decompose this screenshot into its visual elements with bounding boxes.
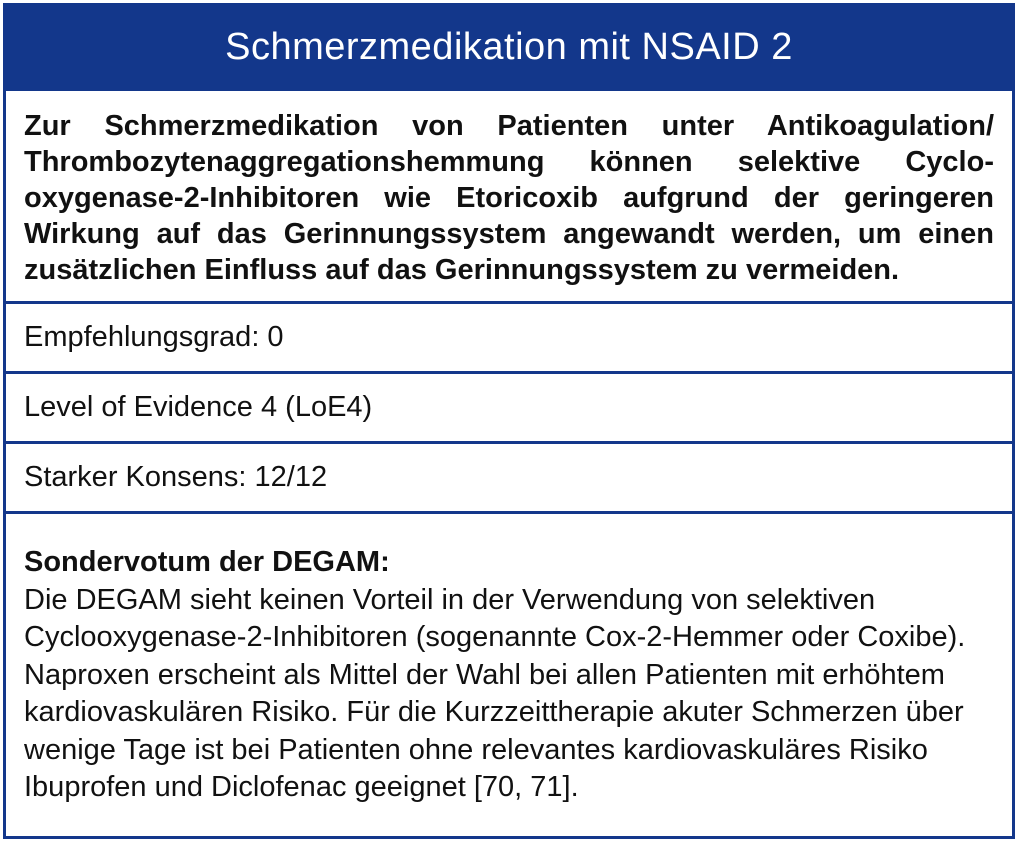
recommendation-box bbox=[3, 3, 1015, 839]
consensus-value: Starker Konsens: 12/12 bbox=[24, 461, 328, 493]
evidence-level: Level of Evidence 4 (LoE4) bbox=[24, 391, 373, 423]
evidence-row bbox=[6, 371, 1012, 441]
recommendation-text: Zur Schmerzmedikation von Patienten unter Antikoagulation/ Thrombozytenaggregationshemmung können selektive Cyclooxygenase-2-Inhibitoren wie Etoricoxib aufgrund der geringeren Wirkung auf das Gerinnungssystem angewandt werden, um einen zusätzlichen Einfluss auf das Gerinnungssystem zu vermeiden. bbox=[24, 110, 994, 286]
special-vote-title: Sondervotum der DEGAM: bbox=[24, 546, 390, 578]
box-header bbox=[6, 6, 1012, 91]
special-vote-section bbox=[6, 511, 1012, 807]
box-title: Schmerzmedikation mit NSAID 2 bbox=[225, 25, 793, 68]
recommendation-section bbox=[6, 91, 1012, 301]
consensus-row bbox=[6, 441, 1012, 511]
grade-row bbox=[6, 301, 1012, 371]
special-vote-text: Die DEGAM sieht keinen Vorteil in der Verwendung von selektiven Cyclooxygenase-2-Inhibitoren (sogenannte Cox-2-Hemmer oder Coxibe). Naproxen erscheint als Mittel der Wahl bei allen Patienten mit erhöhtem kardiovaskulären Risiko. Für die Kurzzeittherapie akuter Schmerzen über wenige Tage ist bei Patienten ohne relevantes kardiovaskuläres Risiko Ibuprofen und Diclofenac geeignet [70, 71]. bbox=[24, 583, 966, 803]
recommendation-grade: Empfehlungsgrad: 0 bbox=[24, 321, 284, 353]
